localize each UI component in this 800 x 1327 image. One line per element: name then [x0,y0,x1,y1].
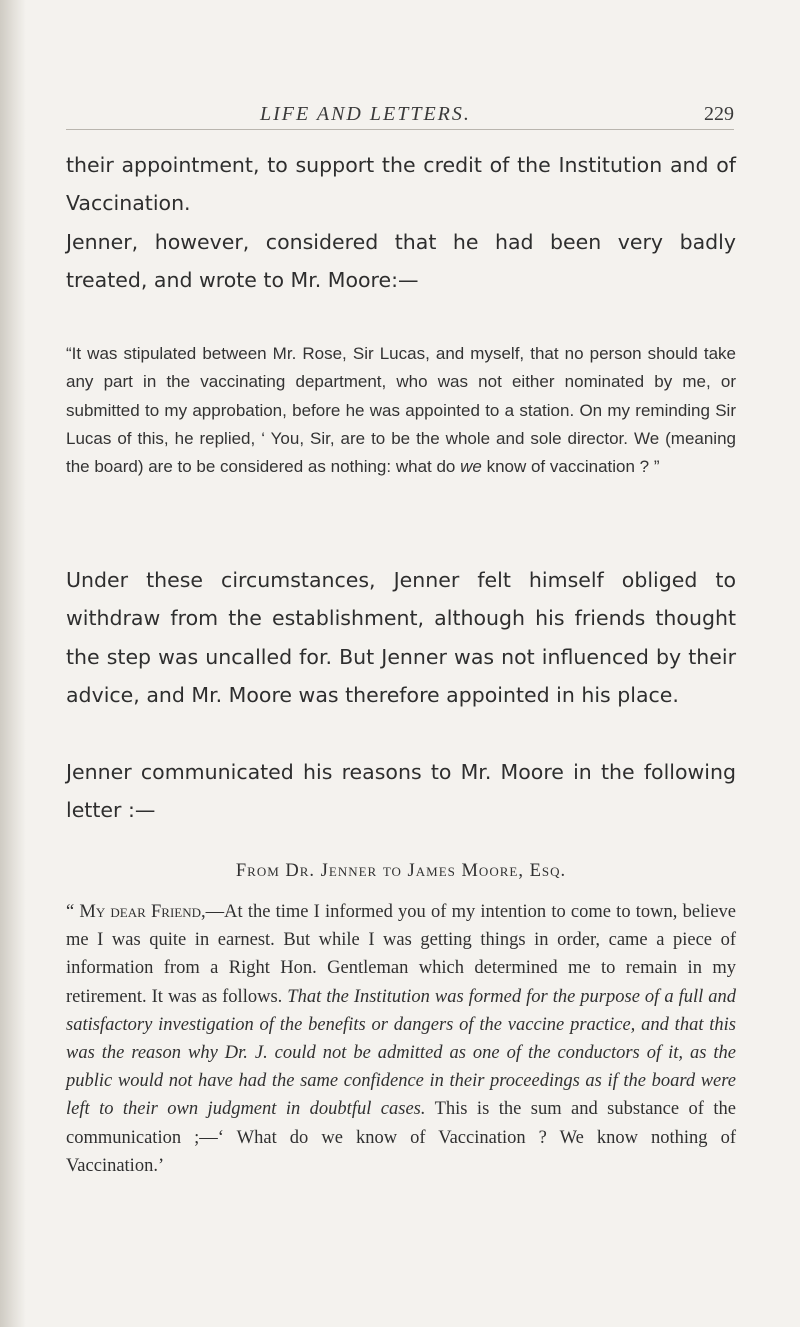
running-title: LIFE AND LETTERS. [260,103,471,125]
letter-heading-text: From Dr. Jenner to James Moore, Esq. [235,861,567,881]
letter-body [66,898,736,1180]
page-number: 229 [704,103,734,125]
quote-text-after: know of vaccination ? ” [481,457,660,477]
letter-salutation: “ My dear Friend, [66,902,206,922]
header-rule [66,129,734,130]
letter-body-after: This is the sum and substance of the communication ;—‘ What do we know of Vaccination ? We know nothing of Vaccination.’ [66,1099,736,1176]
letter-body-before: —At the time I informed you of my intention to come to town, believe me I was quite in earnest. But while I was getting things in order, came a piece of information from a Right Hon. Gentleman which determined me to remain in my retirement. It was as follows. [66,902,736,1007]
quote-text-before: “It was stipulated between Mr. Rose, Sir Lucas, and myself, that no person should take any part in the vaccinating department, who was not either nominated by me, or submitted to my approbation, before he was appointed to a station. On my reminding Sir Lucas of this, he replied, ‘ You, Sir, are to be the whole and sole director. We (meaning the board) are to be considered as nothing: what do [66,344,736,477]
block-quote [66,340,736,481]
paragraph-jenner-treated: Jenner, however, considered that he had been very badly treated, and wrote to Mr. Moore:— [66,230,736,293]
paragraph-withdraw: Under these circumstances, Jenner felt himself obliged to withdraw from the establishment, although his friends thought the step was uncalled for. But Jenner was not influenced by their advice, and Mr. Moore was therefore appointed in his place. [66,568,736,708]
letter-body-italic: That the Institution was formed for the purpose of a full and satisfactory investigation of the benefits or dangers of the vaccine practice, and that this was the reason why Dr. J. could not be admitted as one of the conductors of it, as the public would not have had the same confidence in their proceedings as if the board were left to their own judgment in doubtful cases. [66,986,736,1120]
paragraph-continuation: their appointment, to support the credit of the Institution and of Vaccination. [66,153,736,216]
book-page [66,0,756,1327]
paragraph-communicated: Jenner communicated his reasons to Mr. Moore in the following letter :— [66,760,736,823]
quote-text-italic: we [460,457,482,477]
running-head [66,103,734,137]
binding-shadow [0,0,26,1327]
letter-heading [66,861,736,882]
